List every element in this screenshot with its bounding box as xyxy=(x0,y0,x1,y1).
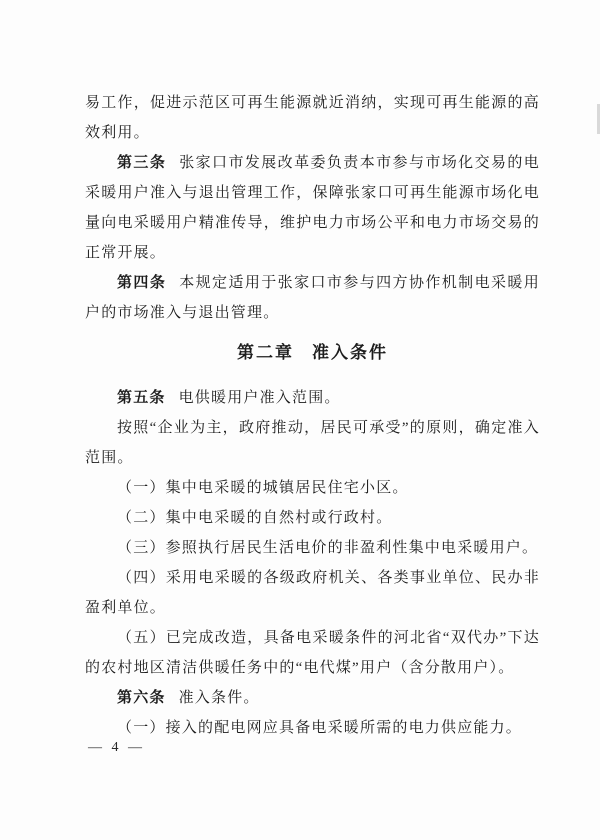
chapter-2-number: 第二章 xyxy=(237,343,294,362)
scope-item-2: （二）集中电采暖的自然村或行政村。 xyxy=(117,510,393,526)
condition-item-1: （一）接入的配电网应具备电采暖所需的电力供应能力。 xyxy=(117,720,523,736)
scope-item-1: （一）集中电采暖的城镇居民住宅小区。 xyxy=(117,480,409,496)
article-5-text: 电供暖用户准入范围。 xyxy=(178,390,341,406)
paragraph-continuation: 易工作，促进示范区可再生能源就近消纳，实现可再生能源的高效利用。 xyxy=(85,95,540,141)
article-6-text: 准入条件。 xyxy=(178,690,260,706)
article-6-label: 第六条 xyxy=(117,690,166,706)
article-3-text: 张家口市发展改革委负责本市参与市场化交易的电采暖用户准入与退出管理工作，保障张家口可再生能源市场化电量向电采暖用户精准传导，维护电力市场公平和电力市场交易的正常开展。 xyxy=(85,155,540,261)
article-5-label: 第五条 xyxy=(117,390,166,406)
scope-item-3: （三）参照执行居民生活电价的非盈利性集中电采暖用户。 xyxy=(117,540,539,556)
chapter-2-heading xyxy=(85,338,540,368)
scope-item-5: （五）已完成改造，具备电采暖条件的河北省“双代办”下达的农村地区清洁供暖任务中的“电代煤”用户（含分散用户）。 xyxy=(85,630,540,676)
scope-item-4: （四）采用电采暖的各级政府机关、各类事业单位、民办非盈利单位。 xyxy=(85,570,540,616)
article-3-label: 第三条 xyxy=(117,155,167,171)
article-5-paragraph xyxy=(85,383,540,413)
article-4-text: 本规定适用于张家口市参与四方协作机制电采暖用户的市场准入与退出管理。 xyxy=(85,275,540,321)
article-4-label: 第四条 xyxy=(117,275,167,291)
document-body xyxy=(85,88,540,743)
principle-paragraph: 按照“企业为主，政府推动，居民可承受”的原则，确定准入范围。 xyxy=(85,420,540,466)
article-6-paragraph xyxy=(85,683,540,713)
article-3-paragraph xyxy=(85,148,540,268)
page-number: — 4 — xyxy=(88,740,145,755)
chapter-2-title: 准入条件 xyxy=(312,343,388,362)
article-4-paragraph xyxy=(85,268,540,328)
